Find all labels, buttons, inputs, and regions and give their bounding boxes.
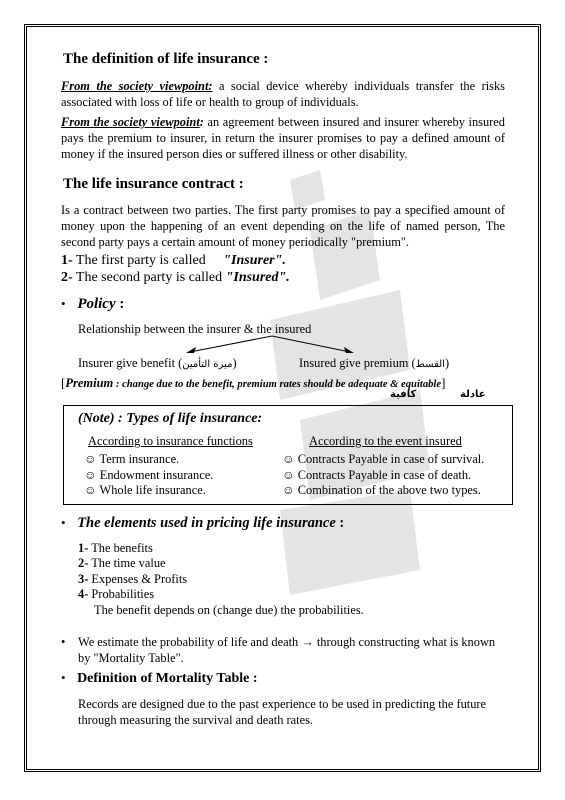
party-text-1: The first party is called [72, 253, 206, 268]
list-item: ☺ Combination of the above two types. [282, 483, 481, 498]
col1-heading: According to insurance functions [88, 434, 253, 448]
col2-heading: According to the event insured [309, 434, 462, 448]
list-item: ☺ Term insurance. [84, 452, 180, 466]
pricing-heading [61, 515, 344, 532]
definition-paragraph-1 [61, 78, 505, 110]
definition-paragraph-2 [61, 114, 505, 163]
viewpoint-lead-1: From the society viewpoint: [61, 79, 213, 93]
list-item: 2- The time value [78, 556, 166, 571]
pricing-list [78, 541, 364, 618]
premium-word: Premium [65, 376, 114, 390]
party-num-2: 2- [61, 270, 73, 285]
viewpoint-lead-2: From the society viewpoint [61, 115, 200, 129]
section-title-contract: The life insurance contract : [63, 176, 244, 192]
probabilities-note: The benefit depends on (change due) the probabilities. [94, 602, 364, 617]
policy-colon: : [115, 296, 125, 312]
list-item: 3- Expenses & Profits [78, 571, 188, 586]
arabic-equitable: عادلة [460, 389, 486, 400]
party-term-2: "Insured". [225, 270, 290, 285]
arabic-adequate: كافية [390, 389, 417, 400]
mortality-text: Records are designed due to the past experience to be used in predicting the future through measuring the survival and death rates. [78, 697, 487, 728]
party-term-1: "Insurer". [223, 253, 286, 268]
definition-text-1: a social device whereby individuals transfer the risks associated with loss of life or health to group of individuals. [61, 79, 505, 110]
party-item-2 [61, 270, 290, 286]
relationship-arrows [150, 334, 390, 356]
estimate-bullet: • [61, 635, 66, 649]
mortality-title: Definition of Mortality Table : [77, 671, 258, 686]
party-text-2: The second party is called [72, 270, 226, 285]
arabic-premium: القسط [415, 359, 445, 370]
relationship-label: Relationship between the insurer & the insured [78, 322, 312, 336]
party-item-1 [61, 253, 286, 269]
list-item: 4- Probabilities [78, 587, 155, 602]
arabic-benefit: ميزة التأمين [182, 359, 233, 370]
list-item: ☺ Contracts Payable in case of survival. [282, 452, 485, 466]
mortality-heading [61, 670, 258, 687]
premium-note: [Premium : change due to the benefit, premium rates should be adequate & equitable] [61, 375, 446, 390]
list-item: ☺ Whole life insurance. [84, 483, 206, 498]
policy-title: Policy [77, 296, 116, 312]
note-title: (Note) : Types of life insurance: [78, 411, 263, 426]
estimate-text: We estimate the probability of life and death → through constructing what is known by "Mortality Table". [78, 635, 496, 666]
definition-text-2: an agreement between insured and insurer whereby insured pays the premium to insurer, in return the insurer promises to pay a defined amount of money if the insured person dies or suffered illness or other disability. [61, 115, 505, 162]
pricing-title: The elements used in pricing life insurance [77, 515, 336, 531]
viewpoint-colon-2: : [199, 115, 204, 129]
policy-heading [61, 296, 124, 313]
section-title-definition: The definition of life insurance : [63, 51, 269, 67]
premium-text: : change due to the benefit, premium rates should be adequate & equitable [113, 379, 442, 390]
list-item: ☺ Contracts Payable in case of death. [282, 467, 472, 482]
bullet-icon: • [61, 296, 66, 311]
party-num-1: 1- [61, 253, 73, 268]
pricing-colon: : [335, 515, 345, 531]
col2-list [282, 452, 484, 499]
bullet-icon: • [61, 670, 66, 685]
contract-paragraph: Is a contract between two parties. The first party promises to pay a specified amount of money upon the happening of an event depending on the life of named person, The second party pays a certain amount of money periodically "premium". [61, 203, 505, 250]
list-item: 1- The benefits [78, 541, 153, 555]
insured-premium: Insured give premium (القسط) [299, 356, 450, 370]
col1-list [84, 452, 213, 499]
bullet-icon: • [61, 515, 66, 530]
insurer-benefit: Insurer give benefit (ميزة التأمين) [78, 356, 237, 370]
list-item: ☺ Endowment insurance. [84, 467, 214, 482]
